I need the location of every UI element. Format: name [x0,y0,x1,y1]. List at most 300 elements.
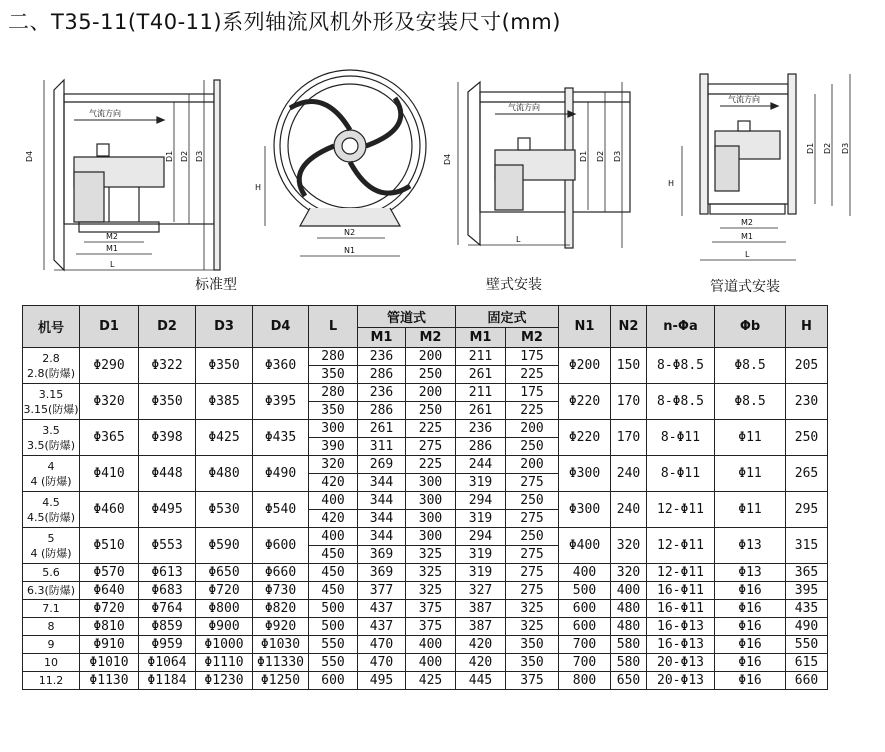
d1-label: D1 [165,150,174,162]
header-n2: N2 [611,306,647,348]
duct-m1-cell: 344 [358,510,406,528]
duct-m2-cell: 250 [406,366,456,384]
duct-m1-cell: 286 [358,402,406,420]
duct-m2-cell: 325 [406,582,456,600]
model-cell: 6.3(防爆) [23,582,80,600]
duct-m1-cell: 236 [358,384,406,402]
duct-m2-cell: 300 [406,528,456,546]
fixed-m1-cell: 319 [456,510,506,528]
holes-cell: 16-Φ11 [647,582,715,600]
model-label: 4 (防爆) [30,546,72,560]
duct-m1-cell: 269 [358,456,406,474]
d3-cell: Φ800 [196,600,253,618]
duct-m1-cell: 470 [358,654,406,672]
model-label: 4.5(防爆) [26,510,76,524]
table-row [23,420,828,438]
fixed-m1-cell: 294 [456,492,506,510]
d4-cell: Φ1250 [253,672,309,690]
duct-m1-cell: 437 [358,600,406,618]
d1-cell: Φ290 [80,348,139,384]
d3-label: D3 [195,150,204,162]
d4-cell: Φ490 [253,456,309,492]
d1-cell: Φ720 [80,600,139,618]
d4-label: D4 [443,153,452,165]
duct-m2-cell: 425 [406,672,456,690]
h-cell: 660 [786,672,828,690]
duct-m1-cell: 377 [358,582,406,600]
model-cell: 10 [23,654,80,672]
l-cell: 550 [309,636,358,654]
d2-cell: Φ1184 [139,672,196,690]
standard-type-drawing [14,62,224,280]
fixed-m1-cell: 387 [456,600,506,618]
d1-cell: Φ640 [80,582,139,600]
header-d4: D4 [253,306,309,348]
l-cell: 450 [309,582,358,600]
n2-cell: 650 [611,672,647,690]
fixed-m2-cell: 225 [506,402,559,420]
header-fixed: 固定式 [456,306,559,328]
header-d3: D3 [196,306,253,348]
duct-m2-cell: 200 [406,348,456,366]
l-cell: 500 [309,618,358,636]
d1-cell: Φ320 [80,384,139,420]
d3-cell: Φ900 [196,618,253,636]
d1-label: D1 [806,142,815,154]
fixed-m1-cell: 420 [456,654,506,672]
n1-cell: 700 [559,654,611,672]
model-label: 2.8(防爆) [26,366,76,380]
duct-m1-cell: 261 [358,420,406,438]
n2-cell: 400 [611,582,647,600]
duct-m2-cell: 400 [406,636,456,654]
holes-cell: 16-Φ13 [647,636,715,654]
d1-label: D1 [579,150,588,162]
n2-cell: 320 [611,528,647,564]
d3-label: D3 [613,150,622,162]
table-row [23,618,828,636]
fixed-m2-cell: 200 [506,420,559,438]
h-cell: 490 [786,618,828,636]
d1-cell: Φ910 [80,636,139,654]
d2-cell: Φ553 [139,528,196,564]
d4-cell: Φ920 [253,618,309,636]
phib-cell: Φ8.5 [715,384,786,420]
duct-m1-cell: 286 [358,366,406,384]
h-cell: 295 [786,492,828,528]
duct-mount-caption: 管道式安装 [710,279,780,295]
l-cell: 500 [309,600,358,618]
d1-cell: Φ810 [80,618,139,636]
d2-cell: Φ495 [139,492,196,528]
d3-cell: Φ480 [196,456,253,492]
table-row [23,672,828,690]
d4-cell: Φ820 [253,600,309,618]
model-label: 3.5(防爆) [26,438,76,452]
table-row [23,654,828,672]
d4-cell: Φ11330 [253,654,309,672]
d3-cell: Φ720 [196,582,253,600]
h-cell: 315 [786,528,828,564]
model-cell [23,348,80,384]
l-cell: 420 [309,474,358,492]
duct-m1-cell: 369 [358,564,406,582]
fixed-m2-cell: 200 [506,456,559,474]
n1-cell: 400 [559,564,611,582]
fixed-m2-cell: 275 [506,582,559,600]
duct-m2-cell: 275 [406,438,456,456]
holes-cell: 8-Φ8.5 [647,348,715,384]
airflow-label: 气流方向 [89,109,121,118]
model-cell [23,492,80,528]
holes-cell: 12-Φ11 [647,492,715,528]
l-cell: 390 [309,438,358,456]
fixed-m1-cell: 294 [456,528,506,546]
table-row [23,384,828,402]
n1-cell: Φ300 [559,492,611,528]
d3-cell: Φ530 [196,492,253,528]
duct-m1-cell: 344 [358,492,406,510]
holes-cell: 16-Φ11 [647,600,715,618]
header-fixed-m1: M1 [456,328,506,348]
d2-cell: Φ398 [139,420,196,456]
page-title: 二、T35-11(T40-11)系列轴流风机外形及安装尺寸(mm) [8,10,561,34]
table-row [23,456,828,474]
n1-cell: 600 [559,618,611,636]
model-label: 3.15(防爆) [23,402,79,416]
fixed-m2-cell: 325 [506,618,559,636]
dimension-table-body [23,348,828,690]
d2-label: D2 [596,150,605,162]
d4-cell: Φ435 [253,420,309,456]
l-cell: 420 [309,510,358,528]
fixed-m1-cell: 387 [456,618,506,636]
header-duct-m2: M2 [406,328,456,348]
phib-cell: Φ11 [715,456,786,492]
header-holes: n-Φa [647,306,715,348]
fixed-m2-cell: 275 [506,474,559,492]
h-cell: 205 [786,348,828,384]
holes-cell: 8-Φ11 [647,456,715,492]
duct-m1-cell: 344 [358,528,406,546]
model-cell: 5.6 [23,564,80,582]
d3-cell: Φ1230 [196,672,253,690]
d1-cell: Φ460 [80,492,139,528]
header-h: H [786,306,828,348]
model-cell [23,528,80,564]
d2-cell: Φ683 [139,582,196,600]
fixed-m2-cell: 250 [506,492,559,510]
n1-cell: Φ220 [559,420,611,456]
phib-cell: Φ8.5 [715,348,786,384]
header-phib: Φb [715,306,786,348]
d2-cell: Φ448 [139,456,196,492]
n2-cell: 580 [611,636,647,654]
m2-label: M2 [741,218,753,227]
n1-cell: Φ300 [559,456,611,492]
d2-label: D2 [823,142,832,154]
fixed-m2-cell: 275 [506,546,559,564]
wall-mount-drawing [440,70,650,275]
h-cell: 435 [786,600,828,618]
phib-cell: Φ16 [715,600,786,618]
model-label: 4 (防爆) [30,474,72,488]
l-cell: 280 [309,384,358,402]
duct-m2-cell: 375 [406,618,456,636]
fixed-m2-cell: 350 [506,636,559,654]
holes-cell: 12-Φ11 [647,564,715,582]
fixed-m1-cell: 236 [456,420,506,438]
duct-mount-drawing [660,66,875,276]
duct-m2-cell: 200 [406,384,456,402]
fixed-m1-cell: 211 [456,384,506,402]
duct-m1-cell: 311 [358,438,406,456]
n2-cell: 480 [611,600,647,618]
duct-m1-cell: 369 [358,546,406,564]
d3-cell: Φ425 [196,420,253,456]
h-cell: 250 [786,420,828,456]
model-cell [23,384,80,420]
phib-cell: Φ16 [715,672,786,690]
fixed-m2-cell: 350 [506,654,559,672]
n1-cell: 700 [559,636,611,654]
fixed-m2-cell: 375 [506,672,559,690]
header-model: 机号 [23,306,80,348]
d2-cell: Φ959 [139,636,196,654]
d4-cell: Φ360 [253,348,309,384]
phib-cell: Φ16 [715,654,786,672]
phib-cell: Φ16 [715,618,786,636]
table-row [23,564,828,582]
n2-cell: 240 [611,492,647,528]
d4-cell: Φ540 [253,492,309,528]
table-row [23,582,828,600]
header-n1: N1 [559,306,611,348]
d4-cell: Φ395 [253,384,309,420]
header-duct-m1: M1 [358,328,406,348]
model-label: 2.8 [42,351,60,365]
model-label: 3.15 [38,387,64,401]
fixed-m1-cell: 319 [456,546,506,564]
duct-m2-cell: 250 [406,402,456,420]
l-label: L [110,260,115,269]
header-l: L [309,306,358,348]
m1-label: M1 [741,232,753,241]
d2-cell: Φ322 [139,348,196,384]
header-duct: 管道式 [358,306,456,328]
duct-m2-cell: 225 [406,456,456,474]
fixed-m2-cell: 250 [506,528,559,546]
holes-cell: 20-Φ13 [647,654,715,672]
fixed-m1-cell: 286 [456,438,506,456]
n1-cell: Φ400 [559,528,611,564]
fixed-m1-cell: 211 [456,348,506,366]
fixed-m1-cell: 319 [456,474,506,492]
holes-cell: 8-Φ11 [647,420,715,456]
airflow-label: 气流方向 [728,95,760,104]
fixed-m1-cell: 327 [456,582,506,600]
d3-cell: Φ1000 [196,636,253,654]
table-row [23,492,828,510]
d1-cell: Φ410 [80,456,139,492]
holes-cell: 20-Φ13 [647,672,715,690]
m2-label: M2 [106,232,118,241]
l-label: L [516,235,521,244]
l-cell: 350 [309,366,358,384]
d2-cell: Φ1064 [139,654,196,672]
h-cell: 365 [786,564,828,582]
airflow-label: 气流方向 [508,103,540,112]
duct-m2-cell: 300 [406,474,456,492]
model-cell [23,420,80,456]
h-label: H [668,179,675,188]
duct-m2-cell: 300 [406,510,456,528]
duct-m2-cell: 225 [406,420,456,438]
d1-cell: Φ1010 [80,654,139,672]
fixed-m2-cell: 325 [506,600,559,618]
fixed-m1-cell: 445 [456,672,506,690]
standard-type-caption: 标准型 [195,277,237,293]
model-cell [23,456,80,492]
l-cell: 350 [309,402,358,420]
d3-cell: Φ650 [196,564,253,582]
phib-cell: Φ16 [715,582,786,600]
phib-cell: Φ16 [715,636,786,654]
duct-m2-cell: 300 [406,492,456,510]
duct-m1-cell: 437 [358,618,406,636]
model-label: 4 [47,459,55,473]
table-row [23,600,828,618]
fixed-m1-cell: 420 [456,636,506,654]
table-row [23,636,828,654]
model-cell: 8 [23,618,80,636]
h-cell: 615 [786,654,828,672]
d2-cell: Φ764 [139,600,196,618]
model-label: 5 [47,531,55,545]
wall-mount-caption: 壁式安装 [486,277,542,293]
d1-cell: Φ365 [80,420,139,456]
d4-cell: Φ730 [253,582,309,600]
n1-cell: 600 [559,600,611,618]
fixed-m2-cell: 275 [506,564,559,582]
fixed-m2-cell: 250 [506,438,559,456]
n1-cell: 500 [559,582,611,600]
n2-cell: 320 [611,564,647,582]
n2-cell: 480 [611,618,647,636]
n1-cell: Φ200 [559,348,611,384]
table-row [23,348,828,366]
l-cell: 450 [309,546,358,564]
model-label: 4.5 [42,495,60,509]
front-view-drawing [245,68,445,268]
phib-cell: Φ13 [715,528,786,564]
d2-cell: Φ859 [139,618,196,636]
holes-cell: 12-Φ11 [647,528,715,564]
n2-cell: 240 [611,456,647,492]
n2-cell: 170 [611,384,647,420]
d3-cell: Φ350 [196,348,253,384]
l-cell: 300 [309,420,358,438]
duct-m1-cell: 344 [358,474,406,492]
fixed-m2-cell: 275 [506,510,559,528]
model-cell: 7.1 [23,600,80,618]
l-cell: 320 [309,456,358,474]
fixed-m1-cell: 244 [456,456,506,474]
d2-cell: Φ613 [139,564,196,582]
phib-cell: Φ13 [715,564,786,582]
header-fixed-m2: M2 [506,328,559,348]
d4-label: D4 [25,150,34,162]
d3-cell: Φ385 [196,384,253,420]
model-label: 3.5 [42,423,60,437]
h-label: H [255,183,262,192]
h-cell: 230 [786,384,828,420]
d1-cell: Φ510 [80,528,139,564]
n2-cell: 170 [611,420,647,456]
l-label: L [745,250,750,259]
holes-cell: 16-Φ13 [647,618,715,636]
duct-m2-cell: 400 [406,654,456,672]
duct-m2-cell: 325 [406,564,456,582]
n1-label: N1 [344,246,356,255]
fixed-m2-cell: 175 [506,384,559,402]
duct-m2-cell: 325 [406,546,456,564]
fixed-m2-cell: 225 [506,366,559,384]
n2-cell: 150 [611,348,647,384]
table-row [23,528,828,546]
d2-cell: Φ350 [139,384,196,420]
phib-cell: Φ11 [715,492,786,528]
d1-cell: Φ1130 [80,672,139,690]
d4-cell: Φ600 [253,528,309,564]
n2-label: N2 [344,228,356,237]
d2-label: D2 [180,150,189,162]
duct-m1-cell: 495 [358,672,406,690]
duct-m1-cell: 236 [358,348,406,366]
h-cell: 395 [786,582,828,600]
l-cell: 400 [309,528,358,546]
d4-cell: Φ1030 [253,636,309,654]
fixed-m2-cell: 175 [506,348,559,366]
d4-cell: Φ660 [253,564,309,582]
l-cell: 550 [309,654,358,672]
h-cell: 265 [786,456,828,492]
fixed-m1-cell: 261 [456,402,506,420]
n1-cell: Φ220 [559,384,611,420]
model-cell: 9 [23,636,80,654]
d1-cell: Φ570 [80,564,139,582]
duct-m2-cell: 375 [406,600,456,618]
l-cell: 600 [309,672,358,690]
l-cell: 400 [309,492,358,510]
duct-m1-cell: 470 [358,636,406,654]
d3-cell: Φ1110 [196,654,253,672]
d3-cell: Φ590 [196,528,253,564]
n2-cell: 580 [611,654,647,672]
m1-label: M1 [106,244,118,253]
fixed-m1-cell: 261 [456,366,506,384]
fixed-m1-cell: 319 [456,564,506,582]
header-d2: D2 [139,306,196,348]
l-cell: 450 [309,564,358,582]
h-cell: 550 [786,636,828,654]
l-cell: 280 [309,348,358,366]
d3-label: D3 [841,142,850,154]
holes-cell: 8-Φ8.5 [647,384,715,420]
model-cell: 11.2 [23,672,80,690]
n1-cell: 800 [559,672,611,690]
phib-cell: Φ11 [715,420,786,456]
